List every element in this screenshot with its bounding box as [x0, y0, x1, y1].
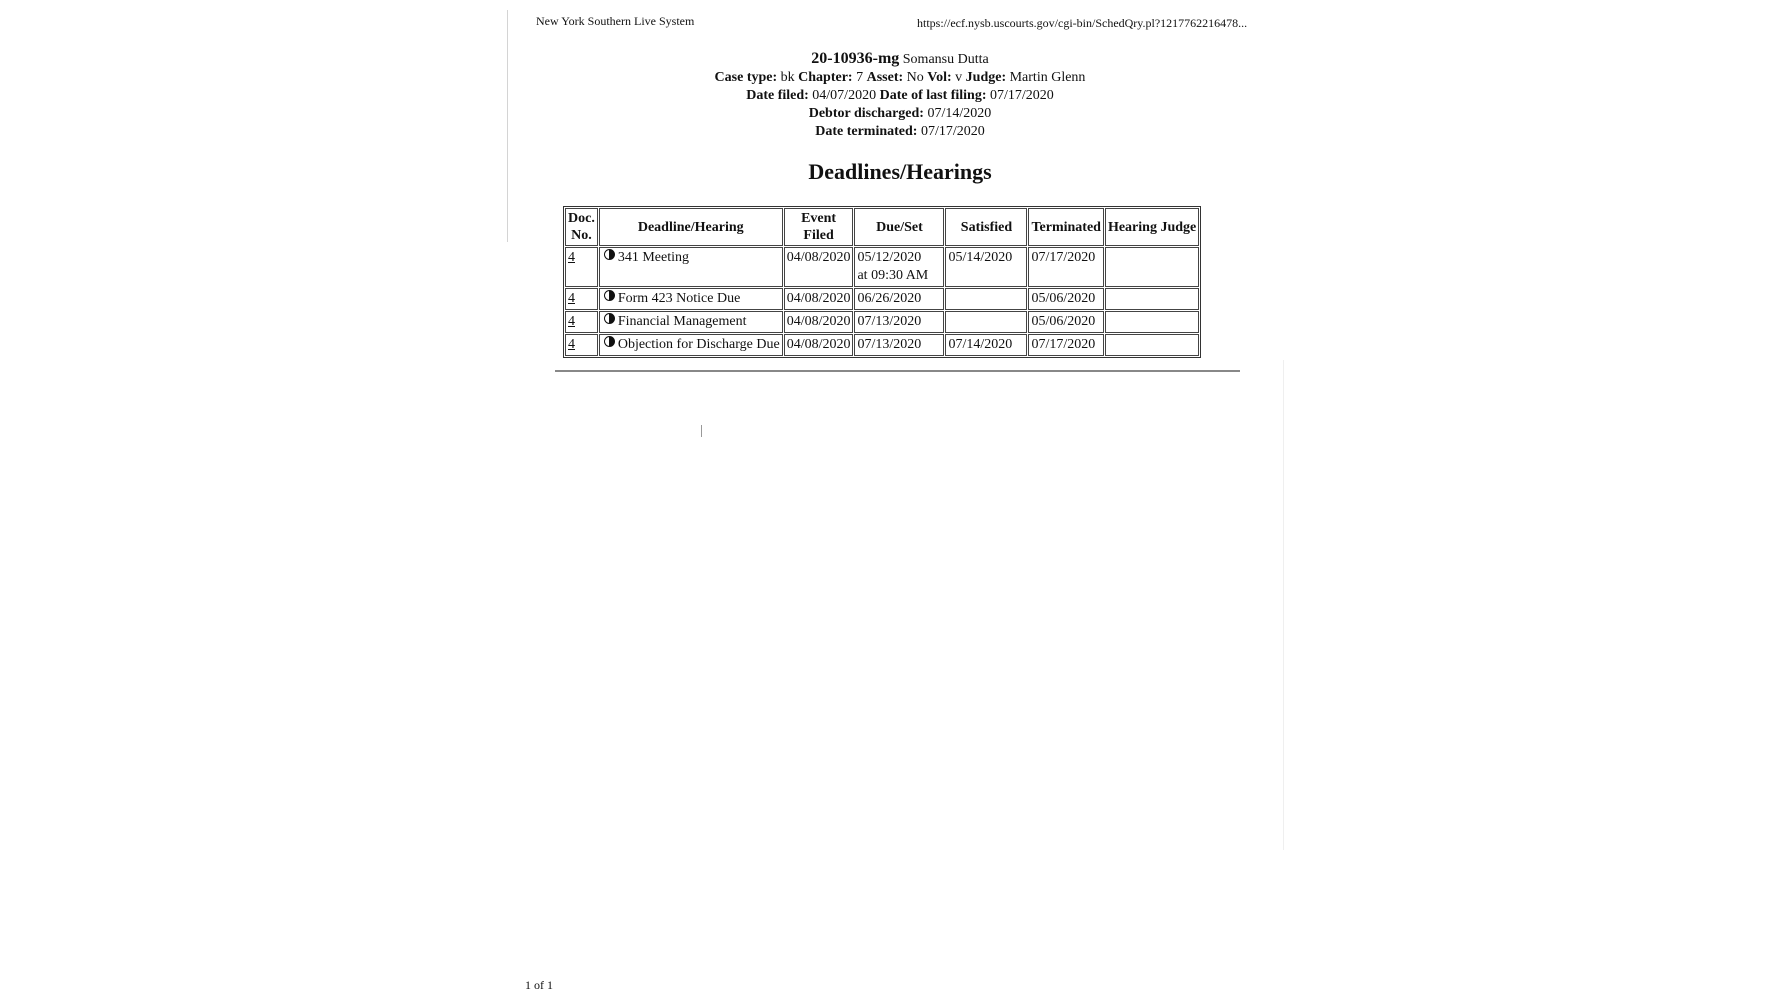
debtor-name: Somansu Dutta [902, 52, 989, 67]
case-type-line [600, 69, 1200, 87]
header-due-set: Due/Set [854, 208, 944, 246]
terminated-cell: 07/17/2020 [1028, 334, 1103, 356]
case-type-label: Case type: [714, 70, 778, 85]
discharged-value: 07/14/2020 [927, 106, 992, 121]
discharged-line [600, 105, 1200, 123]
chapter-label: Chapter: [798, 70, 853, 85]
asset-label: Asset: [866, 70, 904, 85]
satisfied-cell: 07/14/2020 [945, 334, 1027, 356]
case-summary [600, 50, 1200, 141]
hearing-judge-cell [1105, 311, 1199, 333]
deadline-cell: Financial Management [599, 311, 783, 333]
due-set-cell: 06/26/2020 [854, 288, 944, 310]
doc-cell [565, 288, 598, 310]
table-header-row [565, 208, 1199, 246]
horizontal-rule [555, 370, 1240, 372]
deadline-cell: 341 Meeting [599, 247, 783, 287]
text-cursor-mark [701, 425, 702, 437]
date-filed-value: 04/07/2020 [812, 88, 877, 103]
scan-edge-left [507, 10, 508, 242]
event-filed-cell: 04/08/2020 [784, 247, 854, 287]
half-moon-icon [604, 290, 615, 301]
table-row [565, 334, 1199, 356]
doc-cell [565, 311, 598, 333]
terminated-cell: 05/06/2020 [1028, 311, 1103, 333]
judge-label: Judge: [965, 70, 1007, 85]
hearing-judge-cell [1105, 247, 1199, 287]
header-hearing-judge: Hearing Judge [1105, 208, 1199, 246]
half-moon-icon [604, 249, 615, 260]
last-filing-label: Date of last filing: [879, 88, 987, 103]
due-set-cell: 07/13/2020 [854, 334, 944, 356]
satisfied-cell [945, 311, 1027, 333]
page-indicator: 1 of 1 [525, 978, 553, 992]
satisfied-cell [945, 288, 1027, 310]
terminated-cell: 05/06/2020 [1028, 288, 1103, 310]
hearing-judge-cell [1105, 288, 1199, 310]
date-filed-label: Date filed: [746, 88, 809, 103]
table-row [565, 311, 1199, 333]
table-row [565, 288, 1199, 310]
vol-label: Vol: [927, 70, 952, 85]
header-terminated: Terminated [1028, 208, 1103, 246]
case-title-line [600, 50, 1200, 69]
case-number: 20-10936-mg [811, 50, 900, 67]
doc-link[interactable]: 4 [568, 337, 575, 352]
chapter-value: 7 [856, 70, 864, 85]
deadline-cell: Form 423 Notice Due [599, 288, 783, 310]
doc-cell [565, 334, 598, 356]
terminated-label: Date terminated: [815, 124, 918, 139]
event-filed-cell: 04/08/2020 [784, 334, 854, 356]
date-filed-line [600, 87, 1200, 105]
deadline-cell: Objection for Discharge Due [599, 334, 783, 356]
doc-link[interactable]: 4 [568, 250, 575, 265]
vol-value: v [955, 70, 963, 85]
header-satisfied: Satisfied [945, 208, 1027, 246]
terminated-cell: 07/17/2020 [1028, 247, 1103, 287]
due-set-cell: 05/12/2020 at 09:30 AM [854, 247, 944, 287]
doc-link[interactable]: 4 [568, 291, 575, 306]
terminated-line [600, 123, 1200, 141]
discharged-label: Debtor discharged: [808, 106, 924, 121]
header-url: https://ecf.nysb.uscourts.gov/cgi-bin/SchedQry.pl?1217762216478... [917, 16, 1248, 30]
table-row [565, 247, 1199, 287]
header-event-filed: Event Filed [784, 208, 854, 246]
hearing-judge-cell [1105, 334, 1199, 356]
header-system-name: New York Southern Live System [536, 14, 695, 28]
asset-value: No [906, 70, 924, 85]
scan-edge-right [1283, 360, 1284, 850]
doc-cell [565, 247, 598, 287]
case-type-value: bk [780, 70, 795, 85]
last-filing-value: 07/17/2020 [990, 88, 1054, 103]
half-moon-icon [604, 313, 615, 324]
section-title: Deadlines/Hearings [808, 159, 992, 184]
event-filed-cell: 04/08/2020 [784, 288, 854, 310]
header-doc-no: Doc. No. [565, 208, 598, 246]
deadlines-table [563, 206, 1201, 358]
header-deadline: Deadline/Hearing [599, 208, 783, 246]
half-moon-icon [604, 336, 615, 347]
due-set-cell: 07/13/2020 [854, 311, 944, 333]
event-filed-cell: 04/08/2020 [784, 311, 854, 333]
satisfied-cell: 05/14/2020 [945, 247, 1027, 287]
terminated-value: 07/17/2020 [920, 124, 985, 139]
judge-value: Martin Glenn [1009, 70, 1086, 85]
doc-link[interactable]: 4 [568, 314, 575, 329]
